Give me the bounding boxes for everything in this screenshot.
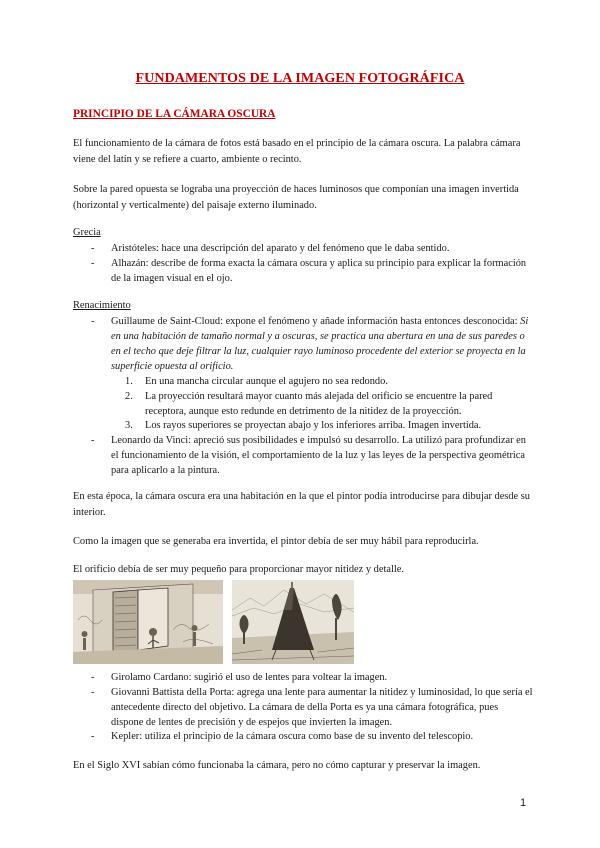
numbered-item-text: Los rayos superiores se proyectan abajo y los inferiores arriba. Imagen invertida.	[145, 420, 482, 431]
bullet-dash: -	[91, 731, 95, 742]
section-title: PRINCIPIO DE LA CÁMARA OSCURA	[73, 108, 276, 120]
list-item-text	[111, 314, 533, 374]
grecia-heading: Grecia	[73, 227, 101, 238]
tent-camera-engraving	[232, 580, 354, 664]
saint-cloud-quote: Si en una habitación de tamaño normal y a oscuras, se practica una abertura en una de sus paredes o en el techo que deje filtrar la luz, cualquier rayo luminoso procedente del exterior se proyecta en la superficie opuesta al orificio.	[111, 316, 529, 372]
bullet-dash: -	[91, 258, 95, 269]
numbered-item-text: En una mancha circular aunque el agujero no sea redondo.	[145, 376, 388, 387]
document-title: FUNDAMENTOS DE LA IMAGEN FOTOGRÁFICA	[135, 71, 465, 86]
numbered-item-text: La proyección resultará mayor cuanto más alejada del orificio se encuentre la pared receptora, aunque esto redunde en detrimento de la nitidez de la proyección.	[145, 391, 493, 417]
numbered-item: 1. En una mancha circular aunque el agujero no sea redondo.	[111, 374, 533, 389]
list-item-text: Aristóteles: hace una descripción del aparato y del fenómeno que le daba sentido.	[111, 243, 450, 254]
list-item-text: Leonardo da Vinci: apreció sus posibilidades e impulsó su desarrollo. La utilizó para profundizar en el funcionamiento de la visión, el comportamiento de la luz y las leyes de la perspectiva geométrica para aplicarlo a la pintura.	[111, 435, 526, 476]
invertida-paragraph: Como la imagen que se generaba era invertida, el pintor debía de ser muy hábil para reproducirla.	[73, 536, 479, 547]
camera-obscura-room-engraving	[73, 580, 223, 664]
list-item	[73, 433, 533, 478]
list-item	[73, 729, 533, 744]
list-item-text: Giovanni Battista della Porta: agrega una lente para aumentar la nitidez y luminosidad, lo que sería el antecedente directo del objetivo. La cámara de della Porta es ya una cámara fotográfica, pues dispone de lentes de precisión y de espejos que invierten la imagen.	[111, 687, 533, 728]
numbered-item: 3. Los rayos superiores se proyectan abajo y los inferiores arriba. Imagen invertida.	[111, 418, 533, 433]
list-item	[73, 670, 533, 685]
bullet-dash: -	[91, 435, 95, 446]
intro-paragraph-2: Sobre la pared opuesta se lograba una proyección de haces luminosos que componían una imagen invertida (horizontal y verticalmente) del paisaje externo iluminado.	[73, 184, 519, 211]
bullet-dash: -	[91, 687, 95, 698]
list-item-text: Alhazán: describe de forma exacta la cámara oscura y aplica su principio para explicar la formación de la imagen visual en el ojo.	[111, 258, 527, 284]
saint-cloud-text: Guillaume de Saint-Cloud: expone el fenómeno y añade información hasta entonces desconocida:	[111, 316, 518, 327]
list-item	[73, 685, 533, 730]
page-number: 1	[520, 797, 527, 809]
renacimiento-heading: Renacimiento	[73, 300, 131, 311]
list-item-text: Girolamo Cardano: sugirió el uso de lentes para voltear la imagen.	[111, 672, 388, 683]
list-item-text: Kepler: utiliza el principio de la cámara oscura como base de su invento del telescopio.	[111, 731, 474, 742]
numbered-item: 2. La proyección resultará mayor cuanto más alejada del orificio se encuentre la pared receptora, aunque esto redunde en detrimento de la nitidez de la proyección.	[111, 389, 533, 419]
epoca-paragraph: En esta época, la cámara oscura era una habitación en la que el pintor podía introducirse para dibujar desde su interior.	[73, 491, 530, 518]
orificio-paragraph: El orificio debía de ser muy pequeño para proporcionar mayor nitidez y detalle.	[73, 564, 404, 575]
bullet-dash: -	[91, 316, 95, 327]
list-item	[73, 314, 533, 374]
list-item	[73, 241, 533, 256]
bullet-dash: -	[91, 672, 95, 683]
closing-paragraph: En el Siglo XVI sabían cómo funcionaba la cámara, pero no cómo capturar y preservar la imagen.	[73, 760, 481, 771]
bullet-dash: -	[91, 243, 95, 254]
list-item	[73, 256, 533, 286]
intro-paragraph-1: El funcionamiento de la cámara de fotos está basado en el principio de la cámara oscura. La palabra cámara viene del latín y se refiere a cuarto, ambiente o recinto.	[73, 138, 521, 165]
